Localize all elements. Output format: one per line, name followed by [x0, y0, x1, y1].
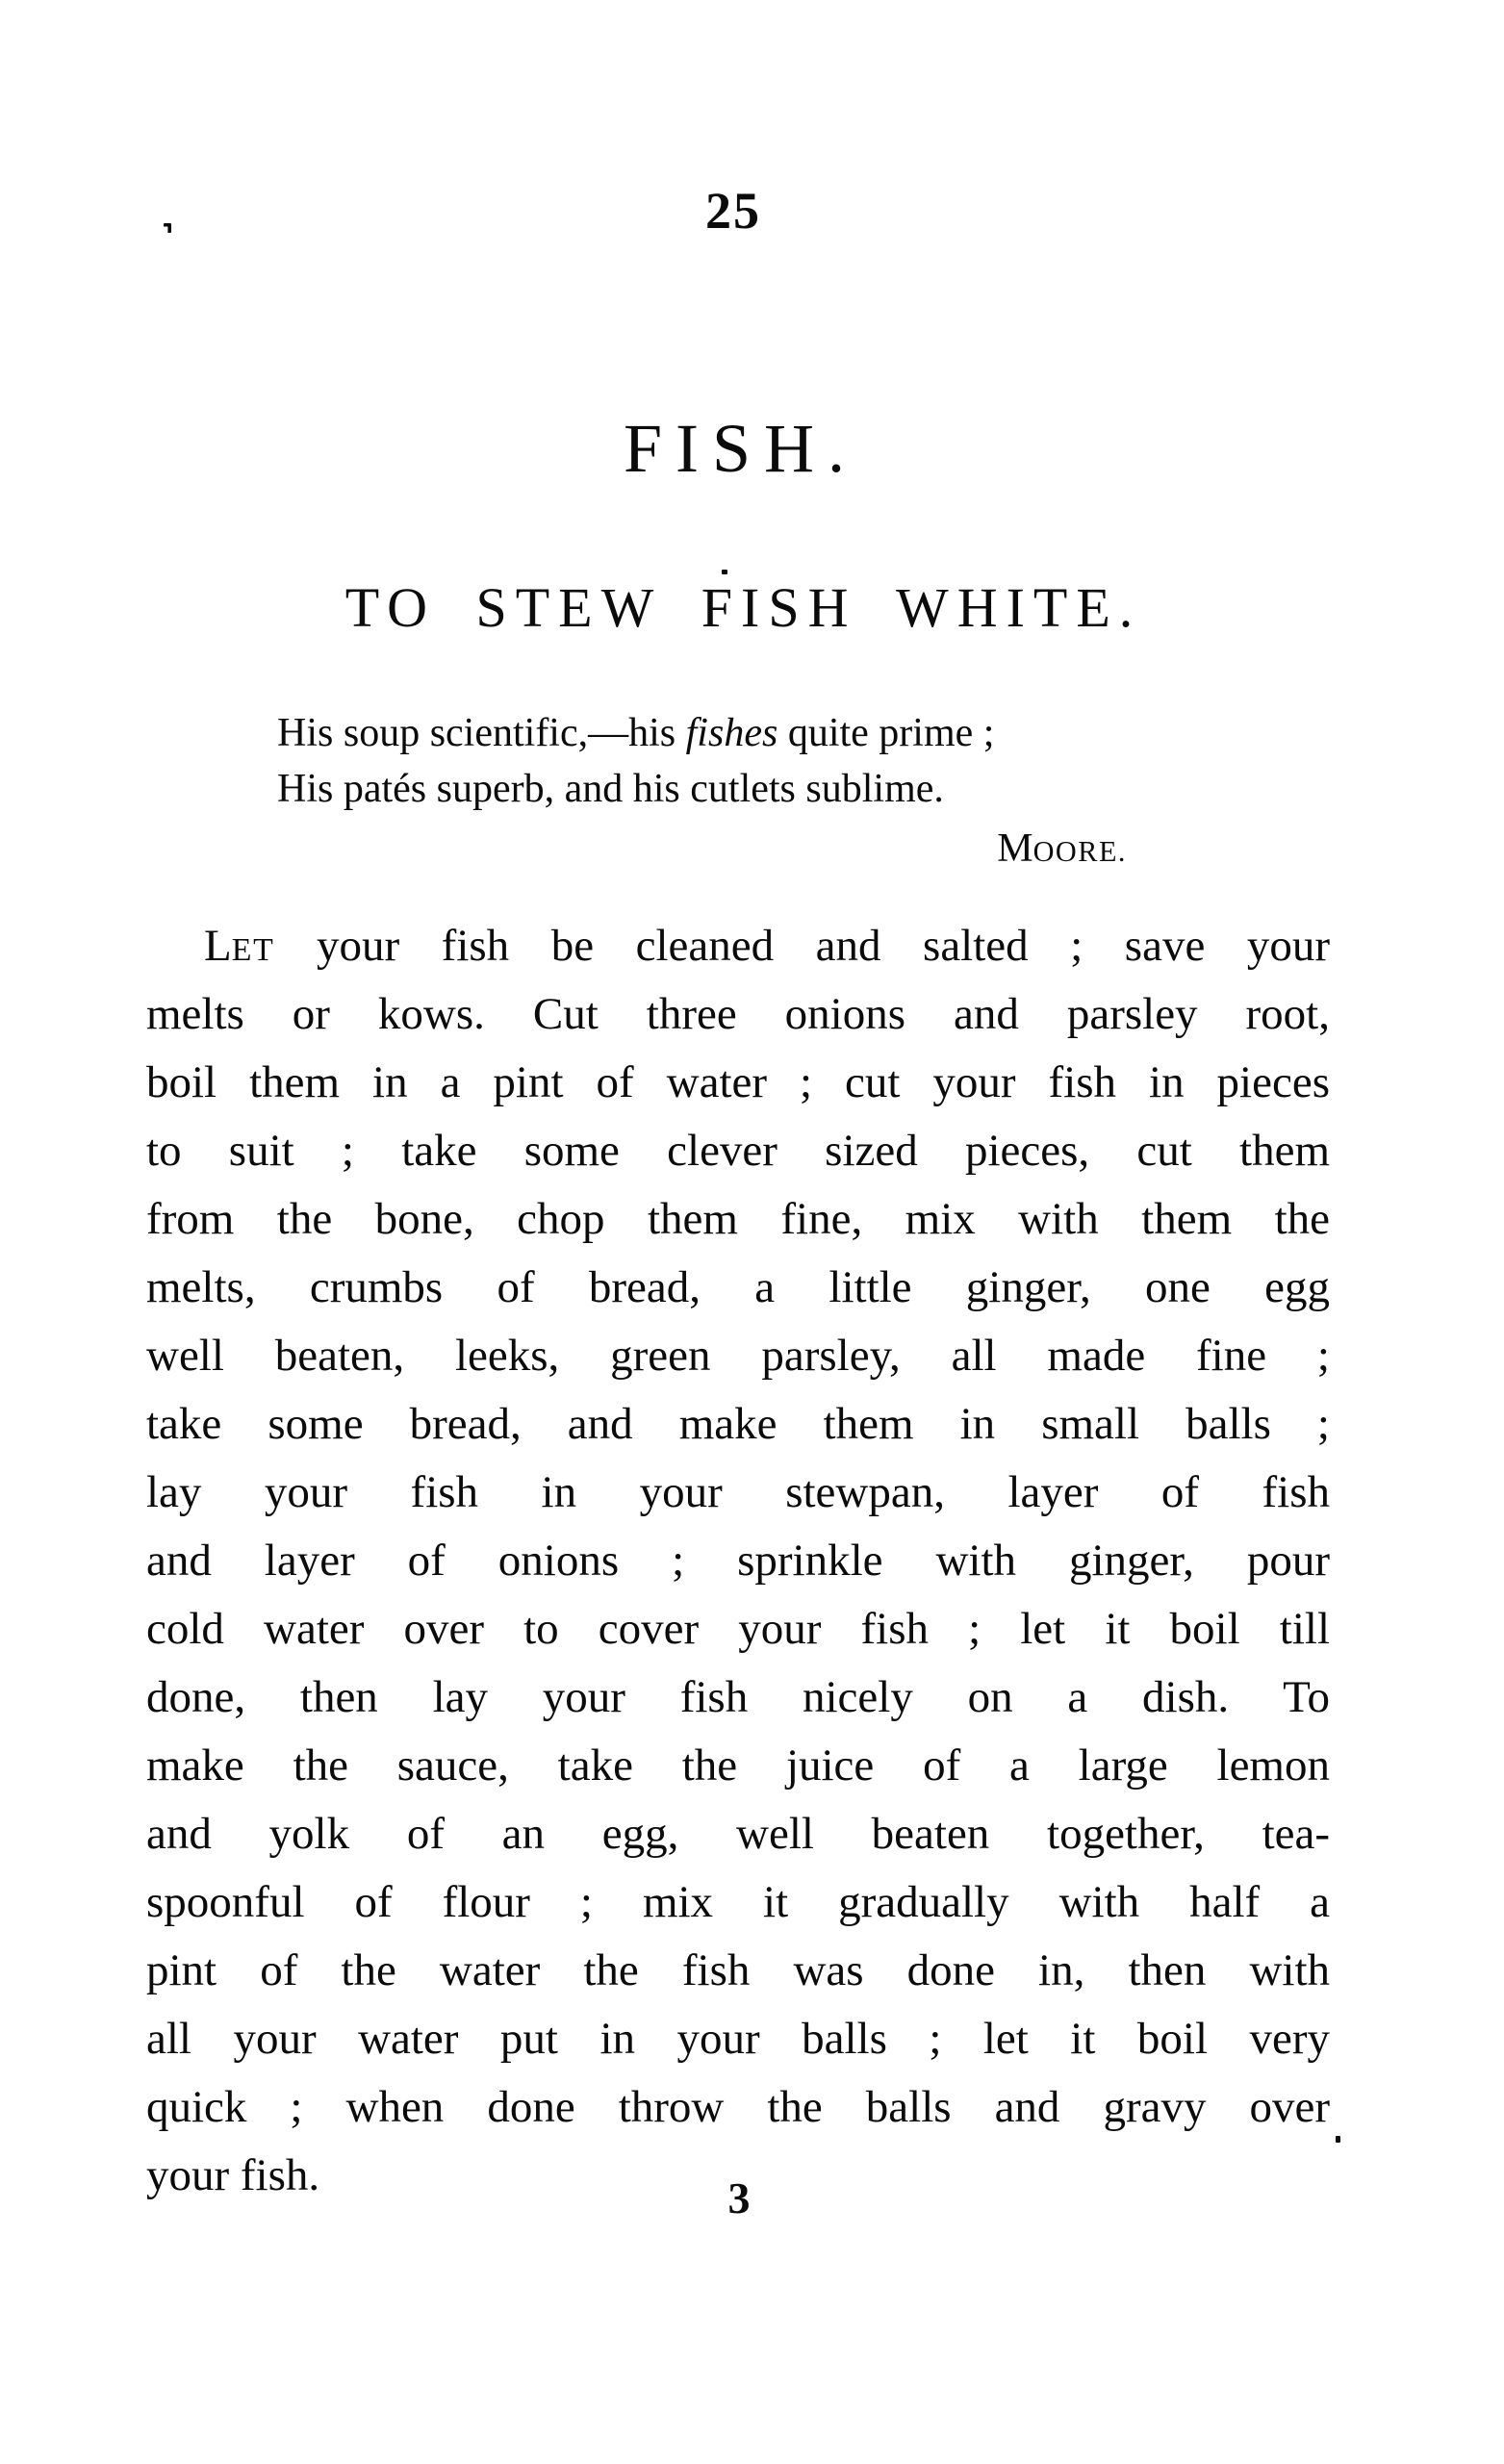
chapter-title: FISH.	[623, 410, 859, 487]
ink-speck	[1336, 2136, 1340, 2143]
body-line: quick ; when done throw the balls and gravy over	[146, 2082, 1330, 2132]
epigraph-line: His patés superb, and his cutlets sublime.	[277, 767, 944, 811]
ink-speck	[722, 570, 727, 574]
body-line: LET your fish be cleaned and salted ; save your	[204, 921, 1330, 971]
recipe-heading: TO STEW FISH WHITE.	[344, 576, 1142, 639]
body-line: spoonful of flour ; mix it gradually with half a	[146, 1877, 1330, 1927]
body-line: well beaten, leeks, green parsley, all made fine ;	[146, 1331, 1330, 1381]
body-line: done, then lay your fish nicely on a dish. To	[146, 1672, 1330, 1722]
body-line: pint of the water the fish was done in, then with	[146, 1945, 1330, 1995]
body-line: take some bread, and make them in small balls ;	[146, 1399, 1330, 1449]
body-line: and layer of onions ; sprinkle with ginger, pour	[146, 1536, 1330, 1586]
epigraph-line: His soup scientific,—his fishes quite prime ;	[277, 711, 995, 755]
epigraph-attribution: MOORE.	[997, 826, 1127, 871]
body-line: melts, crumbs of bread, a little ginger, one egg	[146, 1262, 1330, 1312]
body-line: from the bone, chop them fine, mix with them the	[146, 1194, 1330, 1244]
page-number: 25	[705, 182, 761, 240]
body-line: and yolk of an egg, well beaten together, tea-	[146, 1809, 1330, 1859]
epigraph	[277, 705, 1136, 879]
body-line: all your water put in your balls ; let it boil very	[146, 2014, 1330, 2064]
body-line: cold water over to cover your fish ; let it boil till	[146, 1604, 1330, 1654]
signature-mark: 3	[727, 2173, 751, 2223]
body-line: your fish.	[146, 2150, 320, 2200]
body-line: lay your fish in your stewpan, layer of fish	[146, 1467, 1330, 1517]
body-line: make the sauce, take the juice of a large lemon	[146, 1740, 1330, 1791]
body-line: boil them in a pint of water ; cut your fish in pieces	[146, 1057, 1330, 1107]
recipe-body-text	[146, 912, 1330, 2210]
body-line: to suit ; take some clever sized pieces, cut them	[146, 1126, 1330, 1176]
body-line: melts or kows. Cut three onions and parsley root,	[146, 989, 1330, 1039]
